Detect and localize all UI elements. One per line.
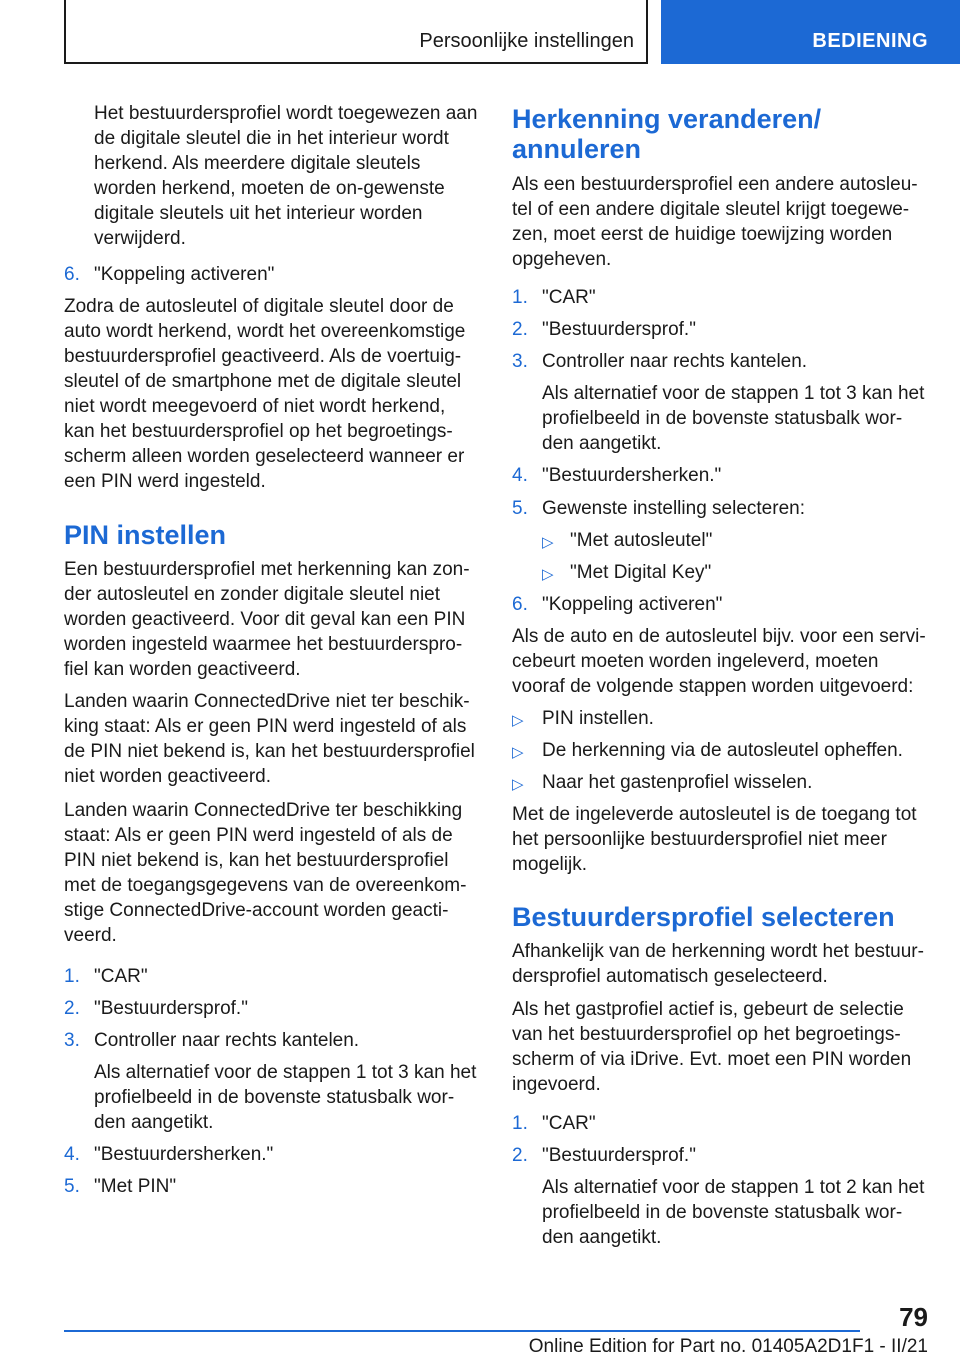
step-text: "Bestuurdersherken." xyxy=(94,1144,274,1165)
step-3-note: Als alternatief voor de stappen 1 tot 3 kan het profielbeeld in de bovenste statusbalk wor-den aangetikt. xyxy=(542,383,925,454)
heading-herkenning-veranderen: Herkenning veranderen/ annuleren xyxy=(512,104,822,164)
step-text: "CAR" xyxy=(94,966,148,987)
paragraph-pin-connecteddrive: Landen waarin ConnectedDrive ter beschikking staat: Als er geen PIN werd ingesteld of als de PIN niet bekend is, kan het bestuurdersprofiel met de toegangsgegevens van de overeenkom-stige ConnectedDrive-account worden geacti-veerd. xyxy=(64,800,467,946)
step-text: "Met PIN" xyxy=(94,1176,177,1197)
step-3-note: Als alternatief voor de stappen 1 tot 3 kan het profielbeeld in de bovenste statusbalk wor-den aangetikt. xyxy=(94,1062,477,1133)
step-number: 6. xyxy=(512,594,528,615)
step-text: "Koppeling activeren" xyxy=(542,594,723,615)
step-text: "Bestuurdersherken." xyxy=(542,465,722,486)
step-number: 1. xyxy=(64,966,80,987)
step-number: 3. xyxy=(512,351,528,372)
paragraph-profile-activation: Zodra de autosleutel of digitale sleutel door de auto wordt herkend, wordt het overeenkomstige bestuurdersprofiel geactiveerd. Als de voertuig-sleutel of de smartphone met de digitale sleutel niet wordt meegevoerd of niet wordt herkend, kan het bestuurdersprofiel op het begroetings-scherm alleen worden geselecteerd wanneer er een PIN werd ingesteld. xyxy=(64,296,466,492)
step-number: 5. xyxy=(512,498,528,519)
heading-pin-instellen: PIN instellen xyxy=(64,520,227,550)
footer-divider xyxy=(64,1330,860,1332)
sub-option-text: "Met Digital Key" xyxy=(570,562,712,583)
header-chapter-label: BEDIENING xyxy=(812,30,928,52)
step-number: 1. xyxy=(512,287,528,308)
step-text: Gewenste instelling selecteren: xyxy=(542,498,805,519)
step-number: 2. xyxy=(64,998,80,1019)
step-text: "Bestuurdersprof." xyxy=(542,319,696,340)
triangle-right-icon: ▷ xyxy=(542,534,554,551)
triangle-right-icon: ▷ xyxy=(512,712,524,729)
step-text: "CAR" xyxy=(542,287,596,308)
paragraph-change-recognition: Als een bestuurdersprofiel een andere autosleu-tel of een andere digitale sleutel krijgt toegewe-zen, moet eerst de huidige toewijzing worden opgeheven. xyxy=(512,174,918,270)
header-chapter-tab xyxy=(661,0,960,64)
step-2-note: Als alternatief voor de stappen 1 tot 2 kan het profielbeeld in de bovenste statusbalk wor-den aangetikt. xyxy=(542,1177,925,1248)
step-number: 5. xyxy=(64,1176,80,1197)
paragraph-pin-intro: Een bestuurdersprofiel met herkenning kan zon-der autosleutel en zonder digitale sleutel niet worden geactiveerd. Voor dit geval kan een PIN worden ingesteld waarmee het bestuurderspro-fiel kan worden geactiveerd. xyxy=(64,559,470,680)
step-text: "Koppeling activeren" xyxy=(94,264,275,285)
step-number: 2. xyxy=(512,1145,528,1166)
footer-edition: Online Edition for Part no. 01405A2D1F1 - II/21 xyxy=(528,1336,928,1357)
step-text: "Bestuurdersprof." xyxy=(94,998,248,1019)
paragraph-service-delivery: Als de auto en de autosleutel bijv. voor een servi-cebeurt moeten worden ingeleverd, moeten vooraf de volgende stappen worden uitgevoerd: xyxy=(512,626,926,697)
header-section-box xyxy=(64,0,648,64)
step-number: 3. xyxy=(64,1030,80,1051)
heading-bestuurdersprofiel-selecteren: Bestuurdersprofiel selecteren xyxy=(512,902,895,932)
sub-option-text: "Met autosleutel" xyxy=(570,530,713,551)
step-number: 4. xyxy=(512,465,528,486)
paragraph-pin-no-connecteddrive: Landen waarin ConnectedDrive niet ter beschik-king staat: Als er geen PIN werd ingesteld of als de PIN niet bekend is, kan het bestuurdersprofiel niet worden geactiveerd. xyxy=(64,691,475,787)
paragraph-guest-profile: Als het gastprofiel actief is, gebeurt de selectie van het bestuurdersprofiel op het begroetings-scherm of via iDrive. Evt. moet een PIN worden ingevoerd. xyxy=(512,999,912,1095)
step-text: "CAR" xyxy=(542,1113,596,1134)
triangle-right-icon: ▷ xyxy=(512,776,524,793)
paragraph-access-note: Met de ingeleverde autosleutel is de toegang tot het persoonlijke bestuurdersprofiel niet meer mogelijk. xyxy=(512,804,917,875)
paragraph-auto-selection: Afhankelijk van de herkenning wordt het bestuur-dersprofiel automatisch geselecteerd. xyxy=(512,941,924,987)
step-text: "Bestuurdersprof." xyxy=(542,1145,696,1166)
step-number: 4. xyxy=(64,1144,80,1165)
step-number: 6. xyxy=(64,264,80,285)
header-section-title: Persoonlijke instellingen xyxy=(419,30,634,52)
step-text: Controller naar rechts kantelen. xyxy=(542,351,808,372)
bullet-text: De herkenning via de autosleutel opheffen. xyxy=(542,740,903,761)
paragraph-continued: Het bestuurdersprofiel wordt toegewezen aan de digitale sleutel die in het interieur wordt herkend. Als meerdere digitale sleutels worden herkend, moeten de on-gewenste digitale sleutels uit het interieur worden verwijderd. xyxy=(94,103,478,249)
triangle-right-icon: ▷ xyxy=(512,744,524,761)
step-text: Controller naar rechts kantelen. xyxy=(94,1030,360,1051)
step-number: 2. xyxy=(512,319,528,340)
step-number: 1. xyxy=(512,1113,528,1134)
page-number: 79 xyxy=(899,1302,928,1332)
bullet-text: Naar het gastenprofiel wisselen. xyxy=(542,772,813,793)
triangle-right-icon: ▷ xyxy=(542,566,554,583)
bullet-text: PIN instellen. xyxy=(542,708,654,729)
